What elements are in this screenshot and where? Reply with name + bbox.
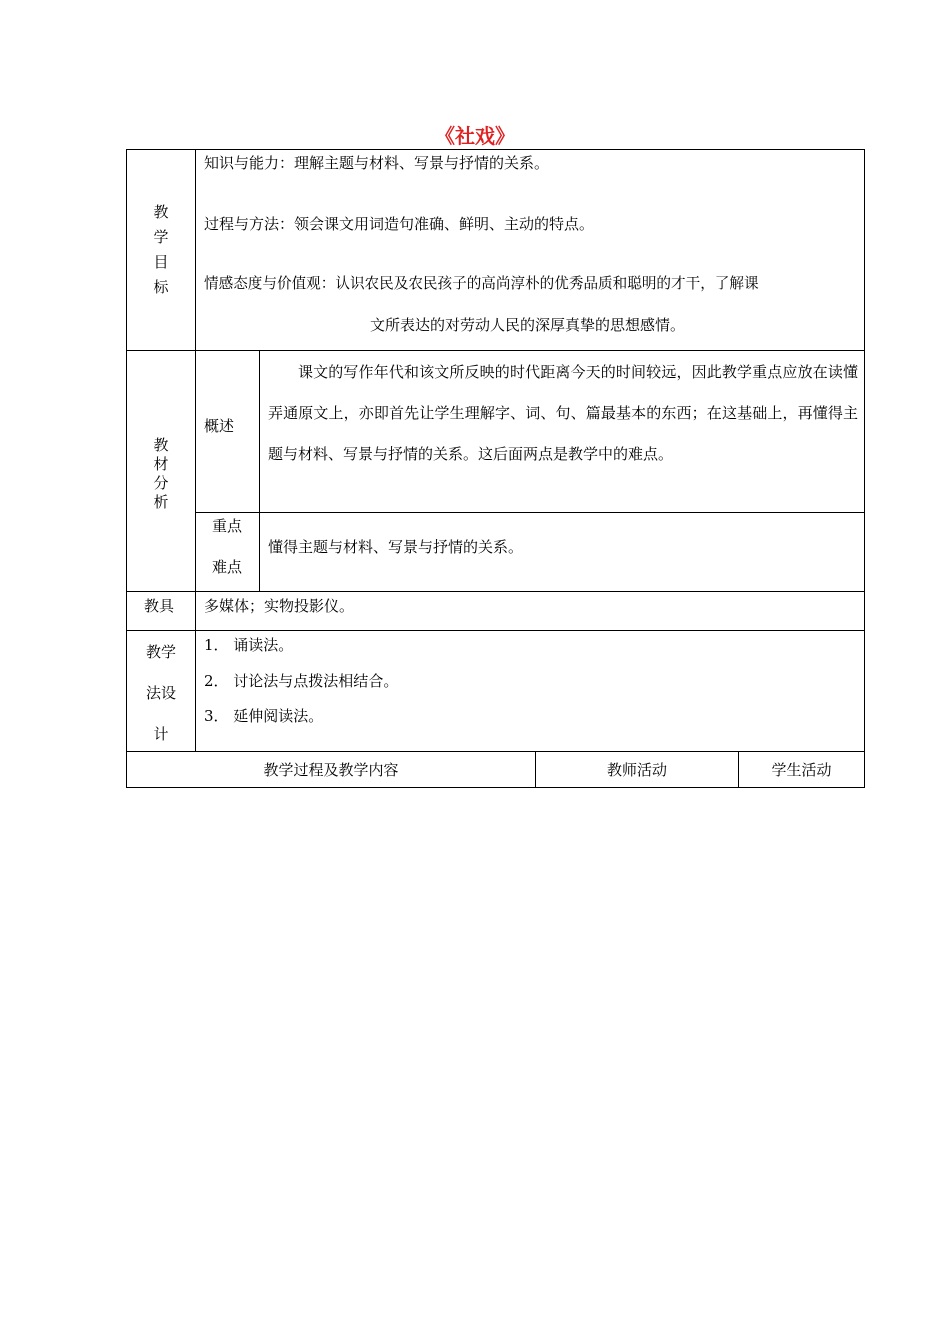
footer-col-student: 学生活动 bbox=[771, 761, 832, 779]
table-divider bbox=[195, 512, 865, 513]
key-points-label: 重点 bbox=[212, 517, 243, 535]
table-border-top bbox=[126, 149, 865, 150]
footer-col-process: 教学过程及教学内容 bbox=[263, 761, 399, 779]
footer-col-teacher: 教师活动 bbox=[606, 761, 667, 779]
objectives-label-char: 标 bbox=[153, 278, 169, 296]
method-item: 3． 延伸阅读法。 bbox=[204, 707, 324, 725]
table-divider bbox=[126, 350, 865, 351]
method-label-line: 法设 bbox=[145, 684, 176, 702]
table-divider bbox=[126, 751, 865, 752]
material-label bbox=[127, 436, 195, 512]
method-label-line: 教学 bbox=[145, 643, 176, 661]
tools-label: 教具 bbox=[144, 597, 175, 615]
material-label-char: 分 bbox=[153, 474, 169, 492]
objectives-label-char: 学 bbox=[153, 228, 169, 246]
objective-knowledge: 知识与能力：理解主题与材料、写景与抒情的关系。 bbox=[204, 154, 550, 172]
objectives-label-char: 教 bbox=[153, 203, 169, 221]
label-column-divider bbox=[195, 149, 196, 752]
sublabel-column-divider bbox=[259, 350, 260, 592]
objective-process: 过程与方法：领会课文用词造句准确、鲜明、主动的特点。 bbox=[204, 215, 595, 233]
material-label-char: 析 bbox=[153, 493, 169, 511]
objective-emotion-line2: 文所表达的对劳动人民的深厚真挚的思想感情。 bbox=[370, 316, 686, 334]
method-item: 2． 讨论法与点拨法相结合。 bbox=[204, 672, 399, 690]
objectives-label-char: 目 bbox=[153, 253, 169, 271]
method-label-line: 计 bbox=[153, 725, 169, 743]
method-item: 1． 诵读法。 bbox=[204, 636, 294, 654]
overview-text: 课文的写作年代和该文所反映的时代距离今天的时间较远，因此教学重点应放在读懂弄通原文上，亦即首先让学生理解字、词、句、篇最基本的东西；在这基础上，再懂得主题与材料、写景与抒情的关系。这后面两点是教学中的难点。 bbox=[268, 363, 858, 463]
material-label-char: 材 bbox=[153, 455, 169, 473]
material-label-char: 教 bbox=[153, 436, 169, 454]
table-divider bbox=[126, 591, 865, 592]
table-border-right bbox=[864, 149, 865, 788]
table-border-bottom bbox=[126, 787, 865, 788]
difficult-points-label: 难点 bbox=[212, 558, 243, 576]
objective-emotion-line1: 情感态度与价值观：认识农民及农民孩子的高尚淳朴的优秀品质和聪明的才干，了解课 bbox=[204, 275, 759, 292]
page-title: 《社戏》 bbox=[435, 124, 515, 148]
table-divider bbox=[126, 630, 865, 631]
overview-label: 概述 bbox=[204, 417, 235, 435]
key-points-text: 懂得主题与材料、写景与抒情的关系。 bbox=[268, 538, 524, 556]
tools-text: 多媒体；实物投影仪。 bbox=[204, 597, 355, 615]
objectives-label bbox=[127, 200, 195, 300]
method-label bbox=[127, 632, 195, 755]
